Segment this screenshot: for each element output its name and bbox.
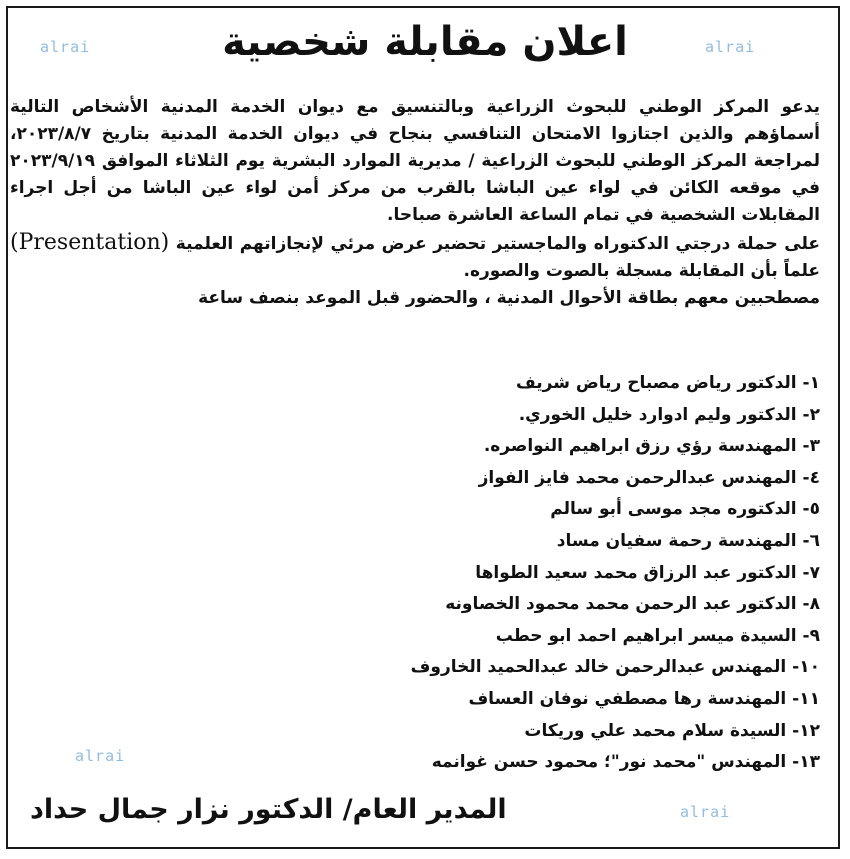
list-item: ٢- الدكتور وليم ادوارد خليل الخوري. (518, 404, 820, 425)
presentation-text-post: علماً بأن المقابلة مسجلة بالصوت والصوره. (463, 261, 820, 281)
signature-line: المدير العام/ الدكتور نزار جمال حداد (30, 794, 507, 825)
candidate-list (220, 368, 820, 779)
list-item: ٧- الدكتور عبد الرزاق محمد سعيد الطواها (475, 562, 820, 583)
closing-line: مصطحبين معهم بطاقة الأحوال المدنية ، والحضور قبل الموعد بنصف ساعة (198, 288, 820, 308)
list-item: ١١- المهندسة رها مصطفي نوفان العساف (468, 688, 820, 709)
announcement-body (10, 94, 820, 312)
ad-title: اعلان مقابلة شخصية (222, 19, 628, 65)
list-item: ٨- الدكتور عبد الرحمن محمد محمود الخصاونه (445, 594, 820, 615)
invitation-paragraph: يدعو المركز الوطني للبحوث الزراعية وبالتنسيق مع ديوان الخدمة المدنية الأشخاص التالية أسماؤهم والذين اجتازوا الامتحان التنافسي بنجاح في ديوان الخدمة المدنية بتاريخ ٢٠٢٣/٨/٧، لمراجعة المركز الوطني للبحوث الزراعية / مديرية الموارد البشرية يوم الثلاثاء الموافق ٢٠٢٣/٩/١٩ في موقعه الكائن في لواء عين الباشا بالقرب من مركز أمن لواء عين الباشا من أجل اجراء المقابلات الشخصية في تمام الساعة العاشرة صباحا. (10, 97, 820, 225)
presentation-paragraph (10, 229, 820, 285)
watermark: alrai (40, 38, 91, 56)
list-item: ١٢- السيدة سلام محمد علي وريكات (524, 720, 820, 741)
list-item: ١٠- المهندس عبدالرحمن خالد عبدالحميد الخاروف (410, 657, 820, 678)
list-item: ٦- المهندسة رحمة سفيان مساد (556, 530, 820, 551)
list-item: ٣- المهندسة رؤي رزق ابراهيم النواصره. (483, 436, 820, 457)
presentation-word: (Presentation) (10, 230, 170, 255)
list-item: ١٣- المهندس "محمد نور"؛ محمود حسن غوانمه (431, 752, 820, 773)
list-item: ٥- الدكتوره مجد موسى أبو سالم (550, 499, 820, 520)
list-item: ٩- السيدة ميسر ابراهيم احمد ابو حطب (495, 625, 820, 646)
presentation-text-pre: على حملة درجتي الدكتوراه والماجستير تحضير عرض مرئي لإنجازاتهم العلمية (175, 234, 820, 254)
watermark: alrai (680, 803, 731, 821)
list-item: ٤- المهندس عبدالرحمن محمد فايز الفواز (478, 467, 820, 488)
list-item: ١- الدكتور رياض مصباح رياض شريف (516, 373, 820, 393)
watermark: alrai (75, 747, 126, 765)
watermark: alrai (705, 38, 756, 56)
